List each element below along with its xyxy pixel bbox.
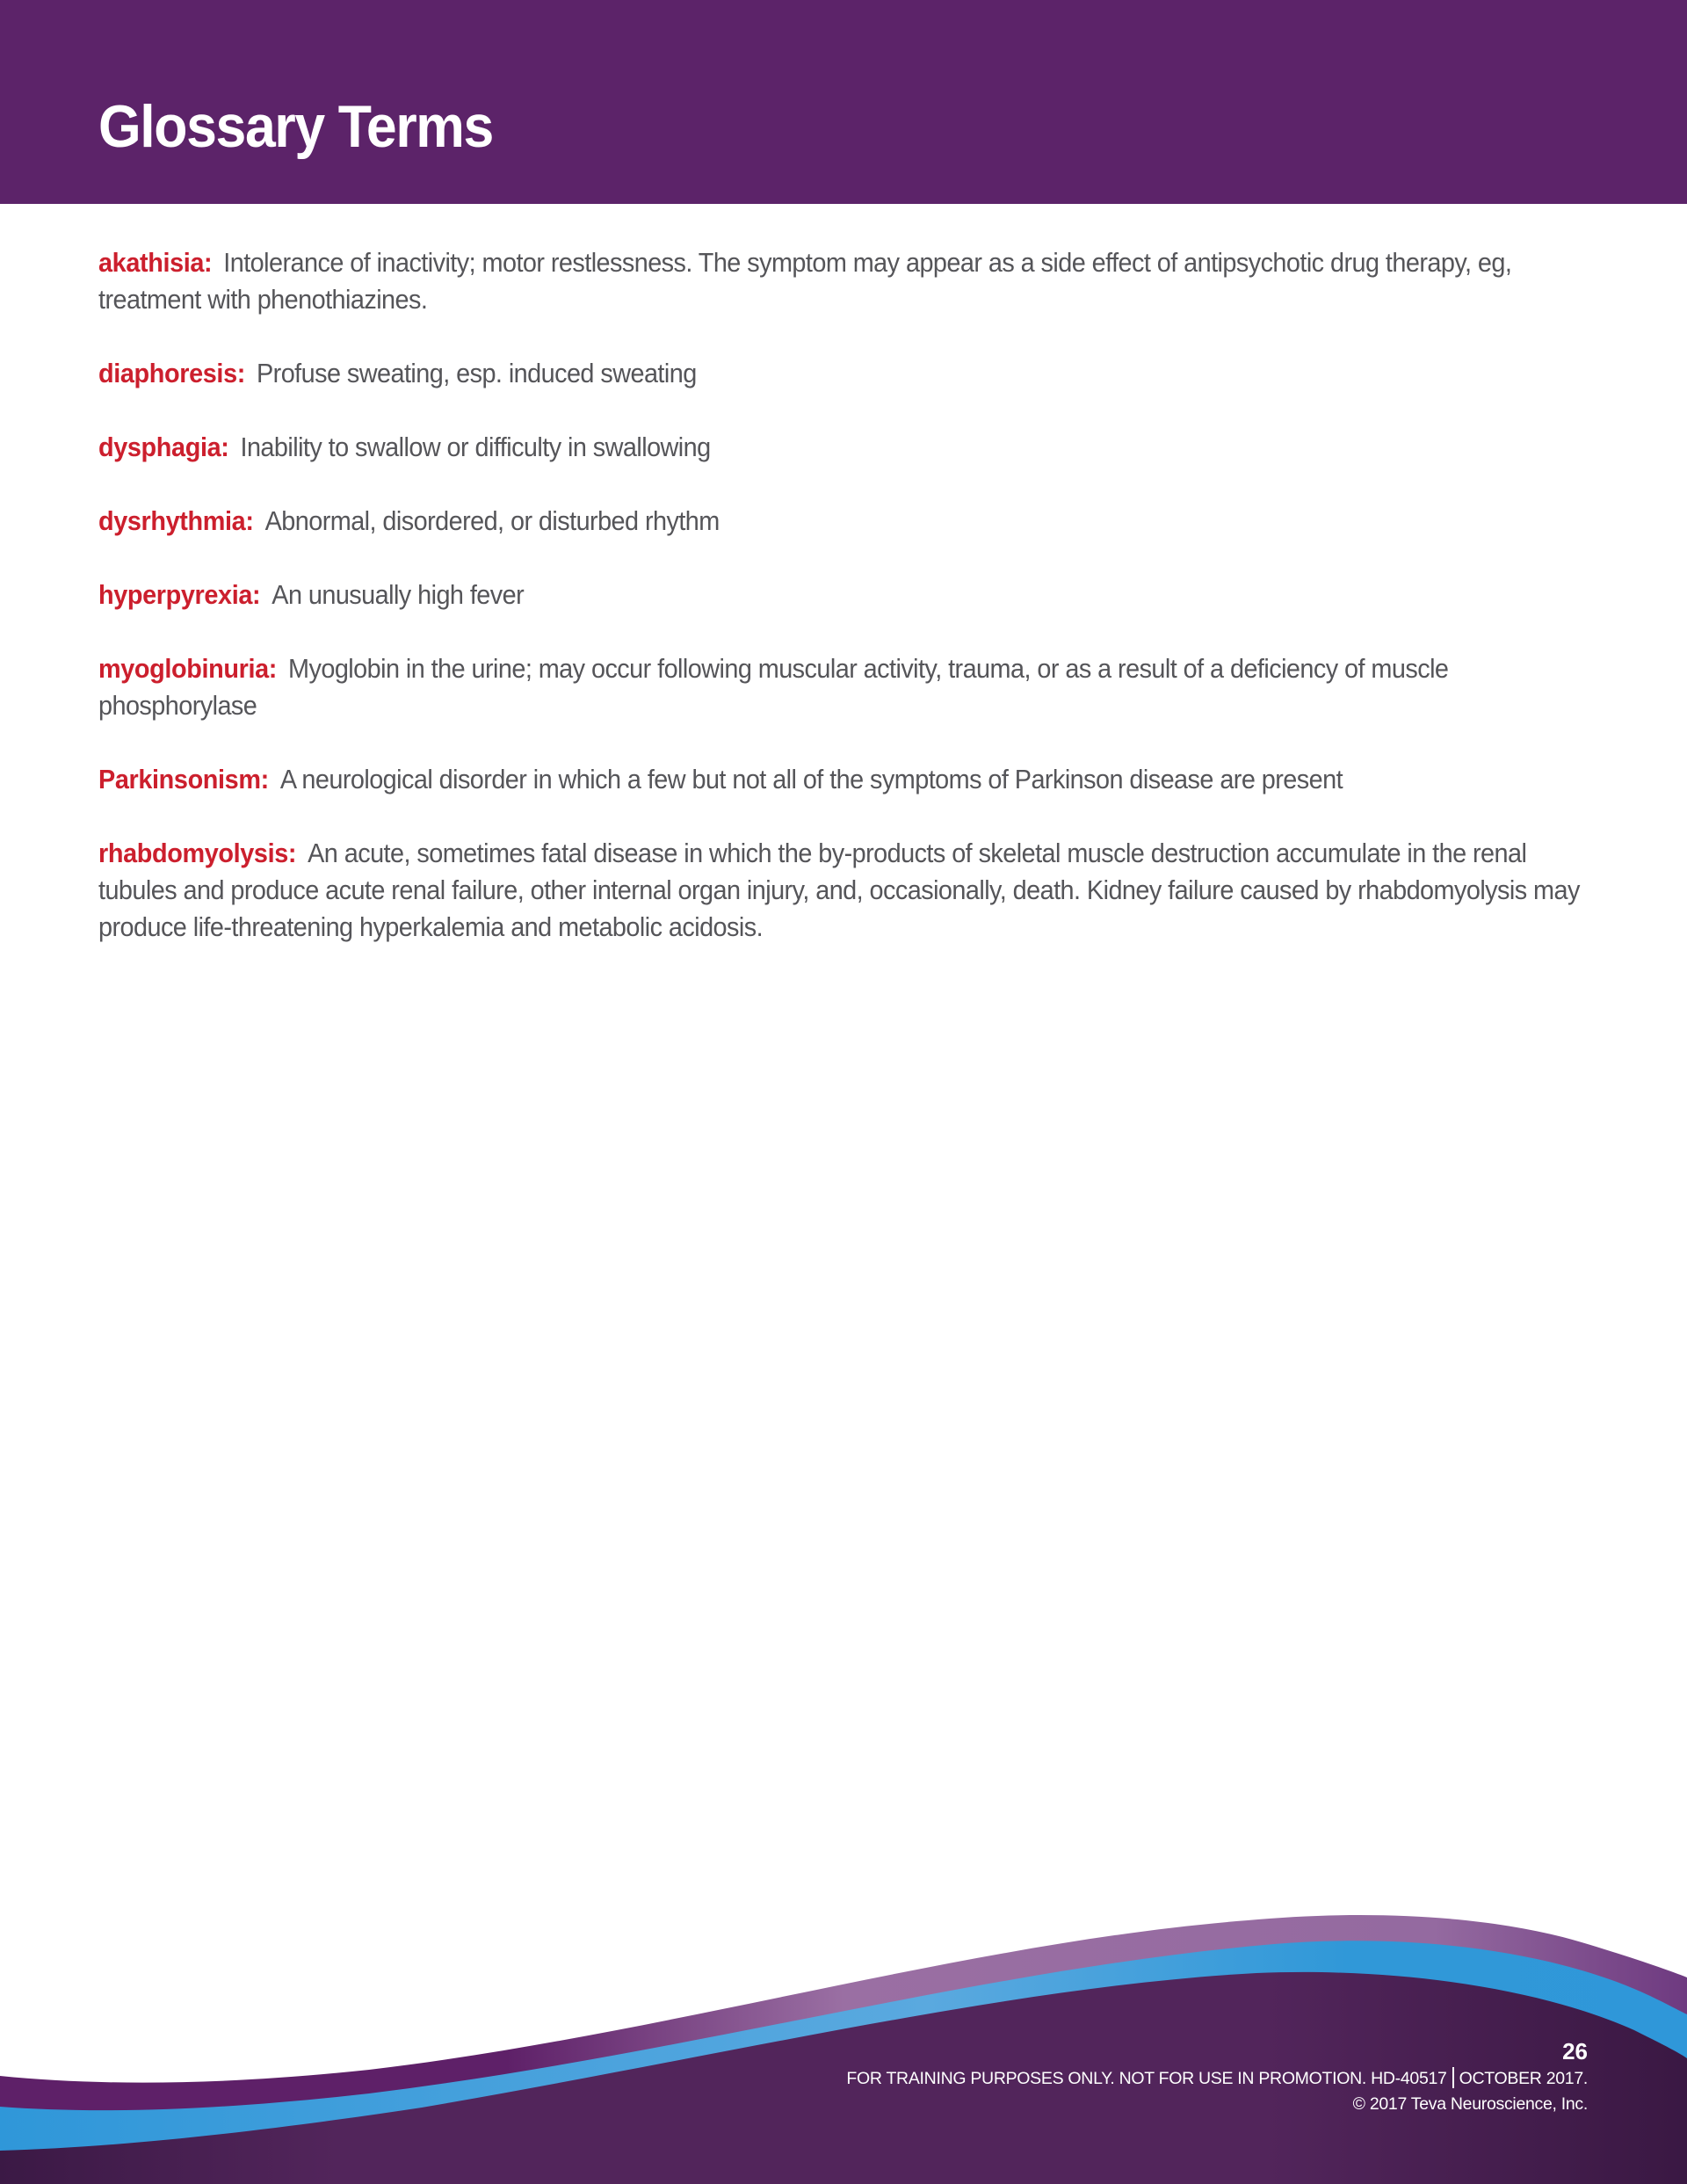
separator-bar: [1452, 2067, 1454, 2088]
glossary-list: [98, 244, 1583, 983]
footer-wave-graphic: [0, 1890, 1687, 2184]
glossary-term: rhabdomyolysis:: [98, 838, 297, 868]
footer-disclaimer: [846, 2067, 1588, 2089]
glossary-entry-dysrhythmia: [98, 503, 1583, 540]
glossary-term: akathisia:: [98, 247, 213, 278]
glossary-term: myoglobinuria:: [98, 653, 278, 684]
glossary-definition: An unusually high fever: [272, 579, 525, 610]
glossary-entry-dysphagia: [98, 429, 1583, 466]
footer-copyright: © 2017 Teva Neuroscience, Inc.: [1352, 2094, 1588, 2114]
page-number: 26: [1562, 2038, 1588, 2064]
glossary-entry-akathisia: [98, 244, 1583, 318]
glossary-definition: Profuse sweating, esp. induced sweating: [256, 358, 697, 388]
glossary-term: hyperpyrexia:: [98, 579, 261, 610]
page-title: Glossary Terms: [98, 93, 493, 160]
glossary-entry-myoglobinuria: [98, 650, 1583, 724]
glossary-definition: An acute, sometimes fatal disease in which the by-products of skeletal muscle destruction accumulate in the renal tubules and produce acute renal failure, other internal organ injury, and, occasionally, death. Kidney failure caused by rhabdomyolysis may produce life-threatening hyperkalemia and metabolic acidosis.: [98, 838, 1580, 942]
disclaimer-text: FOR TRAINING PURPOSES ONLY. NOT FOR USE IN PROMOTION. HD-40517: [846, 2069, 1447, 2088]
glossary-definition: Intolerance of inactivity; motor restlessness. The symptom may appear as a side effect of antipsychotic drug therapy, eg, treatment with phenothiazines.: [98, 247, 1512, 315]
glossary-entry-diaphoresis: [98, 355, 1583, 392]
glossary-term: dysphagia:: [98, 432, 229, 462]
glossary-definition: Abnormal, disordered, or disturbed rhythm: [264, 505, 720, 536]
glossary-term: diaphoresis:: [98, 358, 245, 388]
glossary-entry-rhabdomyolysis: [98, 835, 1583, 946]
page-header: [0, 0, 1687, 204]
glossary-definition: Myoglobin in the urine; may occur following muscular activity, trauma, or as a result of a deficiency of muscle phosphorylase: [98, 653, 1449, 721]
glossary-term: Parkinsonism:: [98, 764, 269, 795]
glossary-definition: Inability to swallow or difficulty in swallowing: [240, 432, 711, 462]
glossary-definition: A neurological disorder in which a few but not all of the symptoms of Parkinson disease are present: [279, 764, 1343, 795]
disclaimer-date: OCTOBER 2017.: [1459, 2069, 1588, 2088]
glossary-term: dysrhythmia:: [98, 505, 254, 536]
glossary-entry-parkinsonism: [98, 761, 1583, 798]
footer-wave-decoration: [0, 1890, 1687, 2184]
glossary-entry-hyperpyrexia: [98, 577, 1583, 613]
